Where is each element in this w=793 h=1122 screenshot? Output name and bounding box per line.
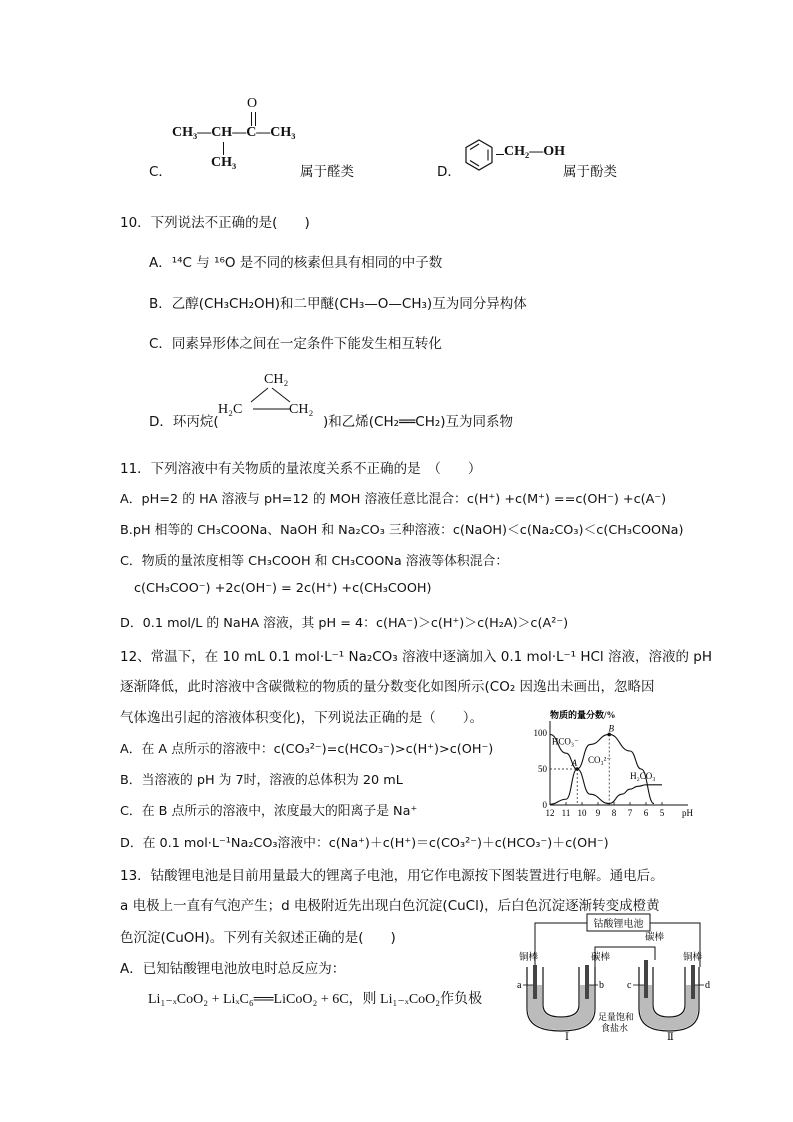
cyclopropane-right: CH₂ xyxy=(289,402,314,417)
battery-label: 钴酸锂电池 xyxy=(593,919,644,930)
copper-rod-1-label: 铜棒 xyxy=(519,953,539,963)
q11-option-a: A．pH=2 的 HA 溶液与 pH=12 的 MOH 溶液任意比混合：c(H⁺) +c(M⁺) ==c(OH⁻) +c(A⁻) xyxy=(120,492,667,507)
brine-label-line-2: 食盐水 xyxy=(601,1023,629,1033)
carbon-rod-1-label: 碳棒 xyxy=(591,953,611,963)
chart-series-label: CO₃²⁻ xyxy=(588,755,612,766)
q12-option-d: D．在 0.1 mol·L⁻¹Na₂CO₃溶液中：c(Na⁺)＋c(H⁺)＝c(CO₃²⁻)＋c(HCO₃⁻)＋c(OH⁻) xyxy=(120,836,609,851)
brine-label-line-1: 足量饱和 xyxy=(598,1012,635,1022)
q10-option-b: B．乙醇(CH₃CH₂OH)和二甲醚(CH₃—O—CH₃)互为同分异构体 xyxy=(149,296,527,312)
electrode-d: d xyxy=(705,980,710,991)
q10-option-d-prefix: D．环丙烷( xyxy=(149,414,219,430)
option-d-text: 属于酚类 xyxy=(563,164,617,180)
chart-series-label: HCO₃⁻ xyxy=(551,736,579,747)
benzene-bond-line xyxy=(496,154,504,155)
chart-x-tick-label: 6 xyxy=(643,808,649,818)
q10-option-a: A．¹⁴C 与 ¹⁶O 是不同的核素但具有相同的中子数 xyxy=(149,255,443,271)
option-d-group: CH₂—OH xyxy=(504,144,565,159)
electrode-c: c xyxy=(627,980,632,991)
copper-rod-2-label: 铜棒 xyxy=(683,953,703,963)
chart-point-label: B xyxy=(608,723,614,734)
cyclopropane-left: H₂C xyxy=(218,402,243,417)
chart-y-tick-label: 50 xyxy=(538,764,547,774)
chart-x-tick-label: 9 xyxy=(595,808,601,818)
q11-option-d: D．0.1 mol/L 的 NaHA 溶液，其 pH = 4：c(HA⁻)＞c(H⁺)＞c(H₂A)＞c(A²⁻) xyxy=(120,616,569,631)
u-tube-2-label: Ⅱ xyxy=(667,1032,674,1040)
chart-x-tick-label: 10 xyxy=(577,808,587,818)
c-structure-main: CH₃—CH—C—CH₃ xyxy=(172,125,296,140)
q11-option-c: C．物质的量浓度相等 CH₃COOH 和 CH₃COONa 溶液等体积混合： xyxy=(120,554,509,569)
q12-option-c: C．在 B 点所示的溶液中，浓度最大的阳离子是 Na⁺ xyxy=(120,804,418,819)
carbonyl-oxygen: O xyxy=(247,96,258,111)
chart-xlabel: pH xyxy=(682,808,693,818)
q13-option-a-equation: Li₁₋ₓCoO₂ + LiₓC₆══LiCoO₂ + 6C，则 Li₁₋ₓCoO₂作负极 xyxy=(148,992,483,1007)
q10-option-d-suffix: )和乙烯(CH₂══CH₂)互为同系物 xyxy=(323,414,514,430)
q13-option-a: A．已知钴酸锂电池放电时总反应为： xyxy=(120,961,346,977)
mole-fraction-chart xyxy=(520,705,700,825)
chart-x-tick-label: 12 xyxy=(545,808,555,818)
chart-x-tick-label: 5 xyxy=(659,808,665,818)
branch-bond-line xyxy=(223,142,224,155)
option-d-label: D． xyxy=(437,164,461,180)
chart-point-label: A xyxy=(571,758,577,768)
q13-line-1: 13．钴酸锂电池是目前用量最大的锂离子电池，用它作电源按下图装置进行电解。通电后。 xyxy=(120,868,664,884)
chart-ylabel: 物质的量分数/% xyxy=(550,710,616,720)
q11-option-b: B.pH 相等的 CH₃COONa、NaOH 和 Na₂CO₃ 三种溶液：c(NaOH)＜c(Na₂CO₃)＜c(CH₃COONa) xyxy=(120,523,684,538)
q13-line-3: 色沉淀(CuOH)。下列有关叙述正确的是( ) xyxy=(120,930,396,946)
option-c-text: 属于醛类 xyxy=(300,164,354,180)
q11-stem: 11．下列溶液中有关物质的量浓度关系不正确的是 （ ） xyxy=(120,461,482,477)
cyclopropane-bonds xyxy=(240,386,300,412)
q10-stem: 10．下列说法不正确的是( ) xyxy=(120,215,310,231)
cyclopropane-top: CH₂ xyxy=(264,372,289,387)
q12-line-1: 12、常温下，在 10 mL 0.1 mol·L⁻¹ Na₂CO₃ 溶液中逐滴加入 0.1 mol·L⁻¹ HCl 溶液，溶液的 pH xyxy=(120,649,712,665)
carbon-rod-2-label: 碳棒 xyxy=(645,933,665,943)
u-tube-1-label: Ⅰ xyxy=(565,1032,569,1040)
c-structure-branch: CH₃ xyxy=(211,155,237,170)
benzene-ring-icon xyxy=(462,138,496,172)
double-bond-line-1 xyxy=(251,112,252,126)
electrolysis-apparatus xyxy=(515,905,720,1040)
double-bond-line-2 xyxy=(255,112,256,126)
q13-line-2: a 电极上一直有气泡产生；d 电极附近先出现白色沉淀(CuCl)，后白色沉淀逐渐转变成橙黄 xyxy=(120,898,660,914)
q11-option-c-formula: c(CH₃COO⁻) +2c(OH⁻) = 2c(H⁺) +c(CH₃COOH) xyxy=(134,581,432,596)
electrode-a: a xyxy=(517,980,522,991)
chart-x-tick-label: 8 xyxy=(611,808,617,818)
q10-option-c: C．同素异形体之间在一定条件下能发生相互转化 xyxy=(149,336,442,352)
chart-x-tick-label: 7 xyxy=(627,808,633,818)
q12-option-a: A．在 A 点所示的溶液中：c(CO₃²⁻)=c(HCO₃⁻)>c(H⁺)>c(OH⁻) xyxy=(120,742,494,757)
chart-series-label: H₂CO₃ xyxy=(630,771,656,782)
q12-option-b: B．当溶液的 pH 为 7时，溶液的总体积为 20 mL xyxy=(120,773,403,788)
chart-y-tick-label: 0 xyxy=(542,800,547,810)
electrode-b: b xyxy=(599,980,604,991)
chart-x-tick-label: 11 xyxy=(561,808,571,818)
chart-y-tick-label: 100 xyxy=(533,728,547,738)
q12-line-3: 气体逸出引起的溶液体积变化)，下列说法正确的是（ ）。 xyxy=(120,710,484,726)
q12-line-2: 逐渐降低，此时溶液中含碳微粒的物质的量分数变化如图所示(CO₂ 因逸出未画出，忽略因 xyxy=(120,679,655,695)
chart-series-line xyxy=(609,785,662,804)
option-c-label: C． xyxy=(149,164,172,180)
